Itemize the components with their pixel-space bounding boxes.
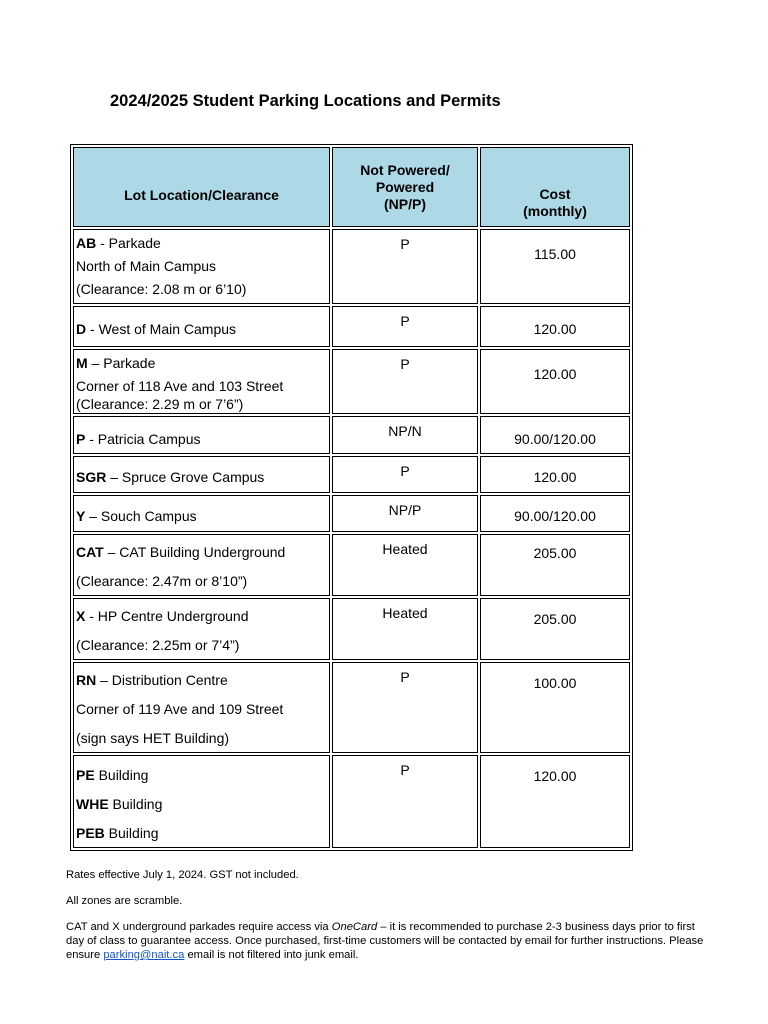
- header-lot-location: [73, 147, 330, 227]
- lot-name: – CAT Building Underground: [103, 544, 286, 560]
- lot-detail: North of Main Campus: [76, 258, 217, 274]
- lot-clearance: (Clearance: 2.08 m or 6’10): [76, 281, 247, 297]
- table-header-row: [73, 147, 630, 227]
- lot-name: - Patricia Campus: [85, 431, 201, 447]
- onecard-text: OneCard: [331, 921, 378, 933]
- power-cell: NP/P: [332, 495, 478, 532]
- lot-clearance: (Clearance: 2.25m or 7’4”): [76, 637, 240, 653]
- lot-location-cell: [73, 755, 330, 848]
- table-row: [73, 598, 630, 660]
- cost-cell: 120.00: [480, 456, 630, 493]
- cost-cell: 90.00/120.00: [480, 495, 630, 532]
- power-cell: P: [332, 349, 478, 414]
- lot-location-cell: [73, 416, 330, 454]
- power-cell: Heated: [332, 598, 478, 660]
- lot-code: PEB: [76, 825, 105, 841]
- power-cell: P: [332, 306, 478, 347]
- lot-name: – Souch Campus: [85, 508, 197, 524]
- lot-code: SGR: [76, 469, 107, 485]
- lot-name: – Spruce Grove Campus: [106, 469, 265, 485]
- header-lot-location-label: Lot Location/Clearance: [124, 186, 279, 203]
- parking-permits-table: [70, 144, 633, 851]
- cost-cell: 120.00: [480, 755, 630, 848]
- lot-clearance: (Clearance: 2.47m or 8’10”): [76, 573, 248, 589]
- table-row: [73, 229, 630, 304]
- lot-name: – Parkade: [87, 355, 156, 371]
- lot-detail: Corner of 118 Ave and 103 Street: [76, 378, 284, 394]
- lot-location-cell: [73, 495, 330, 532]
- table-row: [73, 534, 630, 596]
- cost-cell: 205.00: [480, 534, 630, 596]
- lot-location-cell: [73, 306, 330, 347]
- lot-name: Building: [108, 796, 163, 812]
- lot-location-cell: [73, 349, 330, 414]
- lot-location-cell: [73, 456, 330, 493]
- lot-location-cell: [73, 534, 330, 596]
- lot-name: Building: [104, 825, 159, 841]
- lot-location-cell: [73, 229, 330, 304]
- access-note-part1: CAT and X underground parkades require access via: [66, 921, 332, 933]
- page-title: 2024/2025 Student Parking Locations and Permits: [110, 92, 501, 110]
- lot-note: (sign says HET Building): [76, 730, 230, 746]
- power-cell: P: [332, 456, 478, 493]
- lot-code: PE: [76, 767, 95, 783]
- cost-cell: 115.00: [480, 229, 630, 304]
- power-cell: Heated: [332, 534, 478, 596]
- header-cost-line2: (monthly): [523, 202, 587, 219]
- power-cell: P: [332, 755, 478, 848]
- lot-code: WHE: [76, 796, 109, 812]
- header-power-line1: Not Powered/: [360, 161, 450, 178]
- parking-email-link[interactable]: parking@nait.ca: [103, 949, 185, 961]
- header-power-line3: (NP/P): [384, 195, 426, 212]
- lot-code: M: [76, 355, 88, 371]
- zones-note: All zones are scramble.: [66, 895, 183, 907]
- table-row: [73, 662, 630, 753]
- header-cost: [480, 147, 630, 227]
- lot-code: AB: [76, 235, 97, 251]
- lot-location-cell: [73, 662, 330, 753]
- table-row: [73, 306, 630, 347]
- lot-code: P: [76, 431, 86, 447]
- lot-name: – Distribution Centre: [96, 672, 228, 688]
- lot-code: CAT: [76, 544, 104, 560]
- header-cost-line1: Cost: [539, 185, 571, 202]
- rates-note: Rates effective July 1, 2024. GST not included.: [66, 869, 299, 881]
- lot-code: D: [76, 321, 87, 337]
- lot-clearance: (Clearance: 2.29 m or 7’6”): [76, 396, 244, 412]
- lot-name: Building: [94, 767, 149, 783]
- table-row: [73, 755, 630, 848]
- table-row: [73, 495, 630, 532]
- lot-name: - Parkade: [96, 235, 161, 251]
- lot-code: RN: [76, 672, 97, 688]
- cost-cell: 120.00: [480, 349, 630, 414]
- lot-name: - West of Main Campus: [86, 321, 237, 337]
- lot-location-cell: [73, 598, 330, 660]
- power-cell: P: [332, 229, 478, 304]
- cost-cell: 100.00: [480, 662, 630, 753]
- lot-name: - HP Centre Underground: [85, 608, 249, 624]
- cost-cell: 120.00: [480, 306, 630, 347]
- header-power-line2: Powered: [375, 178, 435, 195]
- table-row: [73, 416, 630, 454]
- table-row: [73, 456, 630, 493]
- power-cell: NP/N: [332, 416, 478, 454]
- cost-cell: 90.00/120.00: [480, 416, 630, 454]
- power-cell: P: [332, 662, 478, 753]
- lot-code: X: [76, 608, 86, 624]
- cost-cell: 205.00: [480, 598, 630, 660]
- table-row: [73, 349, 630, 414]
- lot-detail: Corner of 119 Ave and 109 Street: [76, 701, 284, 717]
- header-power: [332, 147, 478, 227]
- access-note: [66, 920, 716, 962]
- footnotes: [66, 868, 716, 974]
- access-note-part3: email is not filtered into junk email.: [184, 949, 359, 961]
- access-note-part2: – it is recommended to purchase 2-3 business days prior to first day of class to guarantee access. Once purchased, first-time customers will be contacted by email for further instructions. Please ensure: [66, 921, 704, 961]
- lot-code: Y: [76, 508, 86, 524]
